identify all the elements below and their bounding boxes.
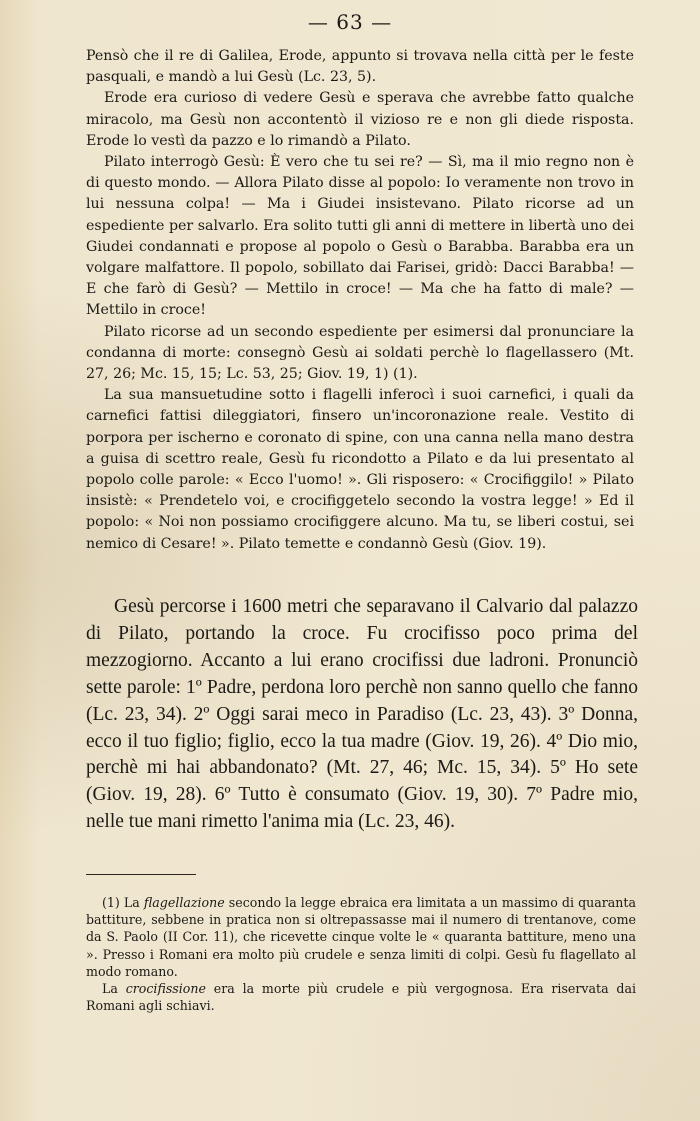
upper-text-block: [86, 46, 634, 555]
paragraph-crowning: La sua mansuetudine sotto i flagelli inferocì i suoi carnefici, i quali da carnefici fattisi dileggiatori, finsero un'incoronazione reale. Vestito di porpora per ischerno e coronato di spine, con una canna nella mano destra a guisa di scettro reale, Gesù fu ricondotto a Pilato e da lui presentato al popolo colle parole: « Ecco l'uomo! ». Gli risposero: « Crocifiggilo! » Pilato insistè: « Prendetelo voi, e crocifiggetelo secondo la vostra legge! » Ed il popolo: « Noi non possiamo crocifiggere alcuno. Ma tu, se liberi costui, sei nemico di Cesare! ». Pilato temette e condannò Gesù (Giov. 19).: [86, 387, 634, 552]
footnote-1: [86, 894, 636, 980]
footnote-2-term: crocifissione: [125, 981, 206, 997]
footnote-1-lead: (1) La: [102, 895, 144, 910]
page-number: — 63 —: [307, 10, 393, 34]
footnote-2: [86, 980, 636, 1014]
footnote-1-text: secondo la legge ebraica era limitata a un massimo di quaranta battiture, sebbene in pratica non si oltrepassasse mai il numero di trentanove, come da S. Paolo (II Cor. 11), che ricevette cinque volte le « quaranta battiture, meno una ». Presso i Romani era molto più crudele e senza limiti di colpi. Gesù fu flagellato al modo romano.: [86, 895, 636, 979]
footnote-2-text: era la morte più crudele e più vergognosa. Era riservata dai Romani agli schiavi.: [86, 981, 637, 1014]
footnote-divider: [86, 874, 196, 875]
paragraph-pilato-interrogation: Pilato interrogò Gesù: È vero che tu sei re? — Sì, ma il mio regno non è di questo mondo. — Allora Pilato disse al popolo: Io veramente non trovo in lui nessuna colpa! — Ma i Giudei insistevano. Pilato ricorse ad un espediente per salvarlo. Era solito tutti gli anni di mettere in libertà uno dei Giudei condannati e propose al popolo o Gesù o Barabba. Barabba era un volgare malfattore. Il popolo, sobillato dai Farisei, gridò: Dacci Barabba! — E che farò di Gesù? — Mettilo in croce! — Ma che ha fatto di male? — Mettilo in croce!: [86, 154, 634, 319]
footnote-1-term: flagellazione: [143, 895, 225, 910]
paragraph-flagellation: Pilato ricorse ad un secondo espediente per esimersi dal pronunciare la condanna di morte: consegnò Gesù ai soldati perchè lo flagellassero (Mt. 27, 26; Mc. 15, 15; Lc. 53, 25; Giov. 19, 1) (1).: [86, 323, 634, 383]
paragraph-erode-intro: Pensò che il re di Galilea, Erode, appunto si trovava nella città per le feste pasquali, e mandò a lui Gesù (Lc. 23, 5).: [86, 48, 634, 86]
footnote-2-lead: La: [102, 981, 126, 997]
footnotes: [86, 894, 636, 1014]
paragraph-erode-curious: Erode era curioso di vedere Gesù e sperava che avrebbe fatto qualche miracolo, ma Gesù non accontentò il vizioso re e non gli diede risposta. Erode lo vestì da pazzo e lo rimandò a Pilato.: [86, 90, 634, 149]
paragraph-crucifixion: Gesù percorse i 1600 metri che separavano il Calvario dal palazzo di Pilato, portando la croce. Fu crocifisso poco prima del mezzogiorno. Accanto a lui erano crocifissi due ladroni. Pronunciò sette parole: 1º Padre, perdona loro perchè non sanno quello che fanno (Lc. 23, 34). 2º Oggi sarai meco in Paradiso (Lc. 23, 43). 3º Donna, ecco il tuo figlio; figlio, ecco la tua madre (Giov. 19, 26). 4º Dio mio, perchè mi hai abbandonato? (Mt. 27, 46; Mc. 15, 34). 5º Ho sete (Giov. 19, 28). 6º Tutto è consumato (Giov. 19, 30). 7º Padre mio, nelle tue mani rimetto l'anima mia (Lc. 23, 46).: [86, 596, 638, 833]
lower-text-block: [86, 594, 638, 836]
